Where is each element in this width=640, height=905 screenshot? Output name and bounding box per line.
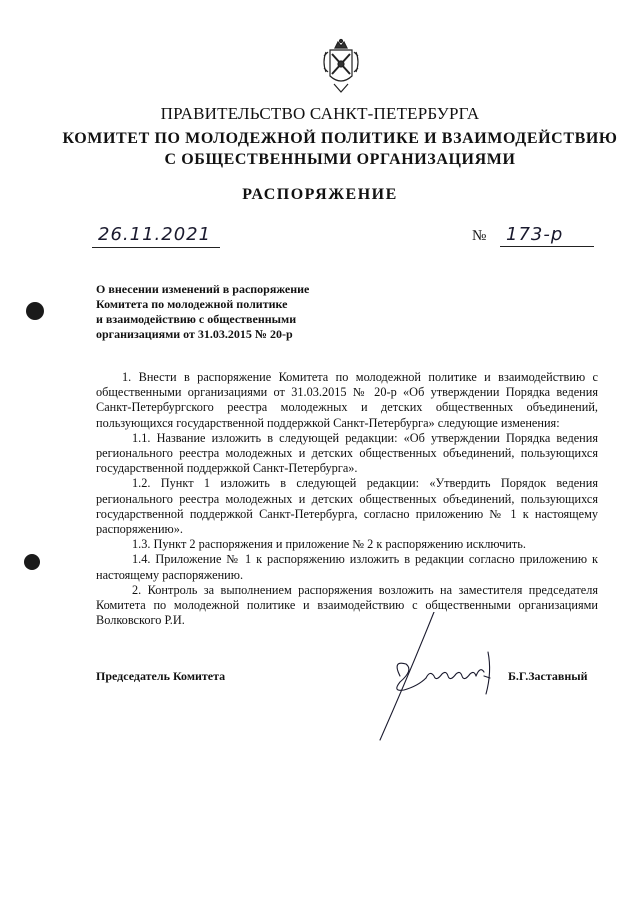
document-subject — [96, 282, 356, 342]
paragraph-1-2: 1.2. Пункт 1 изложить в следующей редакции: «Утвердить Порядок ведения регионального реестра молодежных и детских общественных объединений, пользующихся государственной поддержкой Санкт-Петербурга, согласно приложению № 1 к настоящему распоряжению». — [96, 476, 598, 537]
coat-of-arms-emblem — [318, 38, 364, 94]
document-type: РАСПОРЯЖЕНИЕ — [242, 186, 398, 203]
subject-line: Комитета по молодежной политике — [96, 297, 288, 311]
paragraph-2: 2. Контроль за выполнением распоряжения возложить на заместителя председателя Комитета по молодежной политике и взаимодействию с общественными организациями Волковского Р.И. — [96, 582, 598, 628]
document-date: 26.11.2021 — [98, 224, 212, 245]
committee-title-line1: КОМИТЕТ ПО МОЛОДЕЖНОЙ ПОЛИТИКЕ И ВЗАИМОДЕЙСТВИЮ — [62, 130, 618, 147]
paragraph-1-1: 1.1. Название изложить в следующей редакции: «Об утверждении Порядка ведения регионального реестра молодежных и детских общественных объединений, пользующихся государственной поддержкой Санкт-Петербурга». — [96, 430, 598, 476]
committee-title-line2: С ОБЩЕСТВЕННЫМИ ОРГАНИЗАЦИЯМИ — [164, 151, 516, 168]
number-underline — [500, 246, 594, 247]
number-sign: № — [472, 228, 487, 244]
handwritten-signature — [370, 612, 500, 742]
document-body — [96, 370, 598, 628]
subject-line: организациями от 31.03.2015 № 20-р — [96, 327, 293, 341]
subject-line: О внесении изменений в распоряжение — [96, 282, 310, 296]
document-number: 173-р — [506, 224, 564, 245]
committee-title — [60, 128, 620, 170]
subject-line: и взаимодействию с общественными — [96, 312, 297, 326]
paragraph-1: 1. Внести в распоряжение Комитета по молодежной политике и взаимодействию с общественными организациями от 31.03.2015 № 20-р «Об утверждении Порядка ведения Санкт-Петербургского реестра молодежных и детских общественных объединений, пользующихся государственной поддержкой Санкт-Петербурга» следующие изменения: — [96, 370, 598, 430]
signatory-name: Б.Г.Заставный — [508, 669, 588, 683]
signatory-position: Председатель Комитета — [96, 669, 226, 683]
document-date-field — [92, 223, 220, 248]
paragraph-1-3: 1.3. Пункт 2 распоряжения и приложение № 2 к распоряжению исключить. — [132, 537, 526, 552]
document-number-field — [472, 223, 594, 247]
punch-hole-bottom — [24, 554, 40, 570]
paragraph-1-4: 1.4. Приложение № 1 к распоряжению изложить в редакции согласно приложению к настоящему распоряжению. — [96, 552, 598, 582]
punch-hole-top — [26, 302, 44, 320]
government-title: ПРАВИТЕЛЬСТВО САНКТ-ПЕТЕРБУРГА — [160, 104, 480, 123]
